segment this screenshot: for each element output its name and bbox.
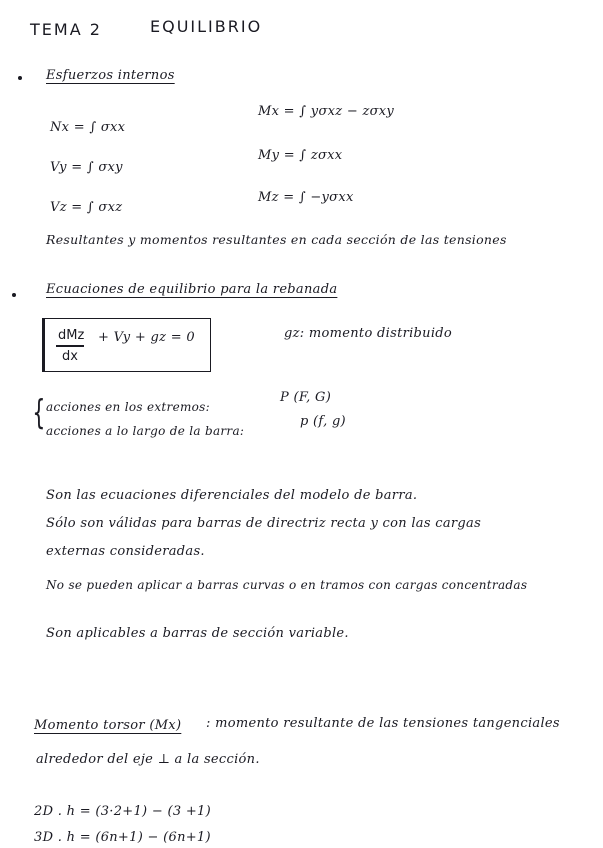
torsion-definition-cont: alrededor del eje ⊥ a la sección. [36,752,260,767]
fraction-bar [56,345,84,347]
section-heading-torsion: Momento torsor (Mx) [34,718,182,733]
equation-mz: Mz = ∫ −yσxx [258,190,354,205]
paragraph-line: Son aplicables a barras de sección variable. [46,626,349,641]
page-title: EQUILIBRIO [150,17,263,36]
left-brace: { [32,393,46,433]
actions-along-bar-value: p (f, g) [300,414,346,429]
hyperstaticity-2d: 2D . h = (3·2+1) − (3 +1) [34,804,211,819]
actions-at-ends-value: P (F, G) [280,390,332,405]
equation-remainder: + Vy + gz = 0 [98,330,195,345]
resultants-note: Resultantes y momentos resultantes en cada sección de las tensiones [46,232,507,247]
torsion-definition: : momento resultante de las tensiones tangenciales [206,716,560,731]
equation-vy: Vy = ∫ σxy [50,160,123,175]
paragraph-line: Sólo son válidas para barras de directriz recta y con las cargas [46,516,482,531]
bullet-marker [12,293,16,297]
section-heading-internal-forces: Esfuerzos internos [46,68,175,83]
paragraph-line: externas consideradas. [46,544,205,559]
section-heading-equilibrium: Ecuaciones de equilibrio para la rebanada [46,282,338,297]
gz-definition: gz: momento distribuido [284,326,453,341]
derivative-numerator: dMz [58,328,85,343]
bullet-marker [18,76,22,80]
hyperstaticity-3d: 3D . h = (6n+1) − (6n+1) [34,830,211,845]
paragraph-line: No se pueden aplicar a barras curvas o en tramos con cargas concentradas [46,578,528,592]
derivative-denominator: dx [62,349,78,364]
actions-at-ends: acciones en los extremos: [46,400,210,414]
equation-nx: Nx = ∫ σxx [50,120,126,135]
equation-mx: Mx = ∫ yσxz − zσxy [258,104,395,119]
actions-along-bar: acciones a lo largo de la barra: [46,424,245,438]
topic-label: TEMA 2 [30,20,102,39]
equation-vz: Vz = ∫ σxz [50,200,123,215]
paragraph-line: Son las ecuaciones diferenciales del modelo de barra. [46,488,418,503]
equation-my: My = ∫ zσxx [258,148,343,163]
